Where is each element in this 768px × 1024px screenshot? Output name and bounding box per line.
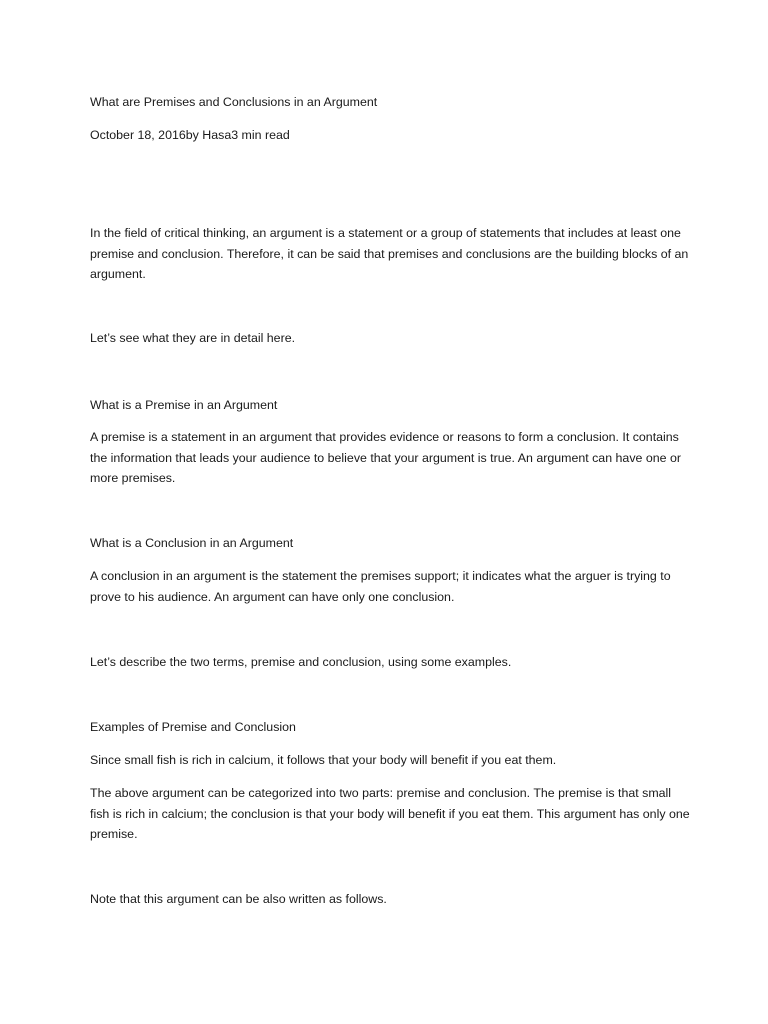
examples-heading: Examples of Premise and Conclusion [90,720,296,734]
conclusion-heading: What is a Conclusion in an Argument [90,536,294,550]
premise-paragraph: A premise is a statement in an argument that provides evidence or reasons to form a conclusion. It contains the information that leads your audience to believe that your argument is true. An argument can have one or more premises. [90,430,681,485]
lead-in-paragraph: Let’s see what they are in detail here. [90,331,296,345]
document-title: What are Premises and Conclusions in an Argument [90,95,378,109]
describe-paragraph: Let’s describe the two terms, premise and conclusion, using some examples. [90,655,512,669]
conclusion-paragraph: A conclusion in an argument is the statement the premises support; it indicates what the arguer is trying to prove to his audience. An argument can have only one conclusion. [90,569,671,604]
premise-heading: What is a Premise in an Argument [90,398,278,412]
note-paragraph: Note that this argument can be also written as follows. [90,892,387,906]
document-byline: October 18, 2016by Hasa3 min read [90,128,290,142]
example-paragraph: Since small fish is rich in calcium, it follows that your body will benefit if you eat them. [90,753,557,767]
example-explanation-paragraph: The above argument can be categorized into two parts: premise and conclusion. The premise is that small fish is rich in calcium; the conclusion is that your body will benefit if you eat them. This argument has only one premise. [90,786,690,841]
intro-paragraph: In the field of critical thinking, an argument is a statement or a group of statements that includes at least one premise and conclusion. Therefore, it can be said that premises and conclusions are the building blocks of an argument. [90,226,689,281]
